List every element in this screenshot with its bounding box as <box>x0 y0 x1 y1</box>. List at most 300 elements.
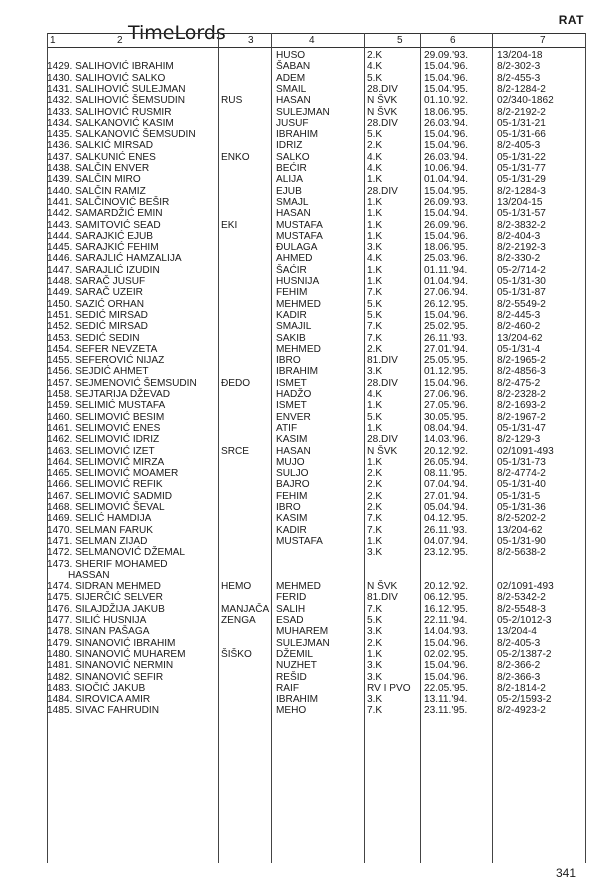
father-name-cell: MUSTAFA <box>276 535 323 547</box>
person-name-cell: 1481. SINANOVIĆ NERMIN <box>47 660 174 672</box>
date-cell: 27.06.'94. <box>424 287 469 299</box>
table-row <box>0 299 610 310</box>
unit-cell: 4.K <box>367 151 383 163</box>
person-name-cell: 1475. SIJERČIĆ SELVER <box>47 592 163 604</box>
unit-cell: 1.K <box>367 196 383 208</box>
father-name-cell: ESAD <box>276 615 304 626</box>
person-name-cell: 1429. SALIHOVIĆ IBRAHIM <box>47 61 174 73</box>
date-cell: 20.12.'92. <box>424 445 469 457</box>
date-cell: 14.03.'96. <box>424 434 469 446</box>
nickname-cell: EKI <box>221 219 238 231</box>
person-name-cell: 1462. SELIMOVIĆ IDRIZ <box>47 434 160 446</box>
reference-number-cell: 05-1/31-73 <box>497 456 546 468</box>
unit-cell: 3.K <box>367 242 383 254</box>
reference-number-cell: 05-2/1012-3 <box>497 615 552 626</box>
table-row <box>0 683 610 694</box>
table-row <box>0 672 610 683</box>
table-row <box>0 502 610 513</box>
watermark-logo: TimeLords <box>128 22 226 44</box>
father-name-cell: ŠAĆIR <box>276 264 307 276</box>
person-name-cell: 1473. SHERIF MOHAMED <box>47 558 168 570</box>
table-row <box>0 660 610 671</box>
person-name-cell: 1437. SALKUNIĆ ENES <box>47 151 156 163</box>
person-name-cell: 1454. SEFER NEVZETA <box>47 343 158 355</box>
date-cell: 26.12.'95. <box>424 298 469 310</box>
table-row <box>0 174 610 185</box>
reference-number-cell: 05-1/31-22 <box>497 151 546 163</box>
unit-cell: 2.K <box>367 502 383 513</box>
table-row <box>0 581 610 592</box>
reference-number-cell: 8/2-5202-2 <box>497 513 546 525</box>
reference-number-cell: 05-1/31-5 <box>497 490 541 502</box>
reference-number-cell: 05-1/31-4 <box>497 343 541 355</box>
reference-number-cell: 13/204-4 <box>497 626 537 638</box>
person-name-cell: 1479. SINANOVIĆ IBRAHIM <box>47 637 176 649</box>
person-name-cell: 1444. SARAJKIĆ EJUB <box>47 230 154 242</box>
unit-cell: 5.K <box>367 309 383 321</box>
reference-number-cell: 8/2-1284-2 <box>497 83 546 95</box>
date-cell: 16.12.'95. <box>424 603 469 615</box>
date-cell: 08.04.'94. <box>424 422 469 434</box>
person-name-cell: 1463. SELIMOVIĆ IZET <box>47 445 155 457</box>
father-name-cell: HASAN <box>276 208 311 220</box>
table-row <box>0 208 610 219</box>
person-name-cell: 1451. SEDIĆ MIRSAD <box>47 309 148 321</box>
date-cell: 15.04.'96. <box>424 309 469 321</box>
date-cell: 15.04.'96. <box>424 140 469 152</box>
father-name-cell: MUSTAFA <box>276 230 323 242</box>
father-name-cell: MUSTAFA <box>276 219 323 231</box>
nickname-cell: RUS <box>221 95 243 107</box>
father-name-cell: HASAN <box>276 445 311 457</box>
father-name-cell: SMAJIL <box>276 321 312 333</box>
father-name-cell: MEHMED <box>276 343 321 355</box>
person-name-cell: 1484. SIROVICA AMIR <box>47 694 151 706</box>
reference-number-cell: 8/2-330-2 <box>497 253 541 265</box>
person-name-cell: 1452. SEDIĆ MIRSAD <box>47 321 148 333</box>
page-number: 341 <box>555 866 576 880</box>
date-cell: 30.05.'95. <box>424 411 469 423</box>
father-name-cell: EJUB <box>276 185 302 197</box>
unit-cell: 4.K <box>367 253 383 265</box>
table-row <box>0 84 610 95</box>
father-name-cell: HUSO <box>276 50 306 61</box>
person-name-cell: 1466. SELIMOVIĆ REFIK <box>47 479 163 491</box>
table-row <box>0 525 610 536</box>
father-name-cell: HADŽO <box>276 389 312 400</box>
unit-cell: 5.K <box>367 298 383 310</box>
table-row <box>0 626 610 637</box>
table-row <box>0 333 610 344</box>
table-row <box>0 129 610 140</box>
person-name-cell: 1436. SALKIĆ MIRSAD <box>47 140 154 152</box>
date-cell: 15.04.'96. <box>424 660 469 672</box>
reference-number-cell: 8/2-2192-2 <box>497 106 546 118</box>
reference-number-cell: 8/2-445-3 <box>497 309 541 321</box>
table-row <box>0 242 610 253</box>
unit-cell: 1.K <box>367 219 383 231</box>
column-header-3: 3 <box>248 35 254 46</box>
reference-number-cell: 8/2-366-2 <box>497 660 541 672</box>
father-name-cell: NUZHET <box>276 660 317 672</box>
date-cell: 04.12.'95. <box>424 513 469 525</box>
table-row <box>0 592 610 603</box>
date-cell: 22.11.'94. <box>424 615 468 626</box>
reference-number-cell: 05-2/1387-2 <box>497 648 552 660</box>
reference-number-cell: 8/2-455-3 <box>497 72 541 84</box>
date-cell: 06.12.'95. <box>424 592 469 604</box>
father-name-cell: IDRIZ <box>276 140 303 152</box>
person-name-cell: 1447. SARAJLIĆ IZUDIN <box>47 264 160 276</box>
page-title: RAT <box>558 13 584 27</box>
person-name-cell: 1480. SINANOVIĆ MUHAREM <box>47 648 186 660</box>
person-name-cell: 1477. SILIĆ HUSNIJA <box>47 615 147 626</box>
date-cell: 13.11.'94. <box>424 694 468 706</box>
unit-cell: 7.K <box>367 321 383 333</box>
date-cell: 15.04.'96. <box>424 129 469 141</box>
unit-cell: 7.K <box>367 332 383 344</box>
reference-number-cell: 8/2-5549-2 <box>497 298 546 310</box>
unit-cell: 7.K <box>367 287 383 299</box>
person-name-cell: 1461. SELIMOVIĆ ENES <box>47 422 161 434</box>
reference-number-cell: 8/2-1967-2 <box>497 411 546 423</box>
date-cell: 15.04.'95. <box>424 185 469 197</box>
person-name-cell: 1435. SALKANOVIĆ ŠEMSUDIN <box>47 129 196 141</box>
date-cell: 08.11.'95. <box>424 468 468 480</box>
unit-cell: 2.K <box>367 343 383 355</box>
date-cell: 25.03.'96. <box>424 253 469 265</box>
date-cell: 01.10.'92. <box>424 95 469 107</box>
person-name-cell: 1474. SIDRAN MEHMED <box>47 581 161 593</box>
unit-cell: 28.DIV <box>367 83 398 95</box>
reference-number-cell: 02/1091-493 <box>497 445 554 457</box>
father-name-cell: IBRAHIM <box>276 366 319 378</box>
person-name-cell: 1458. SEJTARIJA DŽEVAD <box>47 389 171 400</box>
unit-cell: 2.K <box>367 637 383 649</box>
unit-cell: 3.K <box>367 694 383 706</box>
unit-cell: 1.K <box>367 276 383 287</box>
table-row <box>0 479 610 490</box>
date-cell: 26.11.'93. <box>424 524 468 536</box>
unit-cell: 81.DIV <box>367 592 398 604</box>
unit-cell: 28.DIV <box>367 185 398 197</box>
person-name-cell: 1434. SALKANOVIĆ KASIM <box>47 117 174 129</box>
reference-number-cell: 05-1/31-90 <box>497 535 546 547</box>
unit-cell: 1.K <box>367 264 383 276</box>
date-cell: 01.04.'94. <box>424 276 469 287</box>
unit-cell: 7.K <box>367 705 383 717</box>
father-name-cell: REŠID <box>276 671 307 683</box>
date-cell: 27.06.'96. <box>424 389 469 400</box>
father-name-cell: SMAJL <box>276 196 309 208</box>
person-name-cell: 1445. SARAJKIĆ FEHIM <box>47 242 159 254</box>
unit-cell: 28.DIV <box>367 377 398 389</box>
person-name-cell: 1483. SIOČIĆ JAKUB <box>47 682 146 694</box>
father-name-cell: HASAN <box>276 95 311 107</box>
father-name-cell: ŠABAN <box>276 61 311 73</box>
table-row <box>0 321 610 332</box>
unit-cell: 5.K <box>367 615 383 626</box>
table-row <box>0 265 610 276</box>
father-name-cell: IBRO <box>276 355 301 367</box>
unit-cell: 4.K <box>367 163 383 174</box>
date-cell: 15.04.'96. <box>424 61 469 73</box>
unit-cell: 81.DIV <box>367 355 398 367</box>
date-cell: 18.06.'95. <box>424 242 469 254</box>
table-row <box>0 468 610 479</box>
unit-cell: 5.K <box>367 129 383 141</box>
unit-cell: 2.K <box>367 468 383 480</box>
date-cell: 05.04.'94. <box>424 502 469 513</box>
father-name-cell: MUHAREM <box>276 626 329 638</box>
reference-number-cell: 05-1/31-87 <box>497 287 546 299</box>
person-name-cell: 1430. SALIHOVIĆ SALKO <box>47 72 166 84</box>
father-name-cell: FERID <box>276 592 307 604</box>
person-name-cell: 1431. SALIHOVIĆ SULEJMAN <box>47 83 186 95</box>
reference-number-cell: 8/2-1965-2 <box>497 355 546 367</box>
person-name-cell: 1443. SAMITOVIĆ SEAD <box>47 219 161 231</box>
unit-cell: N ŠVK <box>367 95 398 107</box>
date-cell: 15.04.'96. <box>424 230 469 242</box>
nickname-cell: MANJAČA <box>221 603 270 615</box>
unit-cell: RV I PVO <box>367 682 411 694</box>
person-name-cell: 1441. SALČINOVIĆ BEŠIR <box>47 196 170 208</box>
father-name-cell: BAJRO <box>276 479 310 491</box>
person-name-cell: 1446. SARAJLIĆ HAMZALIJA <box>47 253 182 265</box>
reference-number-cell: 05-2/714-2 <box>497 264 546 276</box>
unit-cell: 5.K <box>367 411 383 423</box>
table-row <box>0 536 610 547</box>
father-name-cell: SULEJMAN <box>276 637 330 649</box>
nickname-cell: ŠIŠKO <box>221 648 252 660</box>
reference-number-cell: 05-2/1593-2 <box>497 694 552 706</box>
reference-number-cell: 8/2-1814-2 <box>497 682 546 694</box>
table-row <box>0 310 610 321</box>
reference-number-cell: 05-1/31-57 <box>497 208 546 220</box>
reference-number-cell: 05-1/31-36 <box>497 502 546 513</box>
person-name-cell: 1439. SALČIN MIRO <box>47 174 141 186</box>
reference-number-cell: 8/2-302-3 <box>497 61 541 73</box>
reference-number-cell: 13/204-18 <box>497 50 543 61</box>
unit-cell: 4.K <box>367 389 383 400</box>
reference-number-cell: 8/2-1284-3 <box>497 185 546 197</box>
date-cell: 15.04.'96. <box>424 671 469 683</box>
reference-number-cell: 8/2-1693-2 <box>497 400 546 412</box>
father-name-cell: BEĆIR <box>276 163 307 174</box>
date-cell: 23.12.'95. <box>424 547 469 559</box>
date-cell: 02.02.'95. <box>424 648 469 660</box>
person-name-cell: 1469. SELIĆ HAMDIJA <box>47 513 152 525</box>
reference-number-cell: 8/2-2192-3 <box>497 242 546 254</box>
father-name-cell: MUJO <box>276 456 305 468</box>
reference-number-cell: 8/2-129-3 <box>497 434 541 446</box>
father-name-cell: ISMET <box>276 400 307 412</box>
table-row <box>0 107 610 118</box>
person-name-cell: 1450. SAZIĆ ORHAN <box>47 298 145 310</box>
column-header-5: 5 <box>397 35 403 46</box>
unit-cell: 1.K <box>367 174 383 186</box>
table-row <box>0 389 610 400</box>
reference-number-cell: 13/204-15 <box>497 196 543 208</box>
father-name-cell: AHMED <box>276 253 313 265</box>
date-cell: 27.01.'94. <box>424 343 469 355</box>
reference-number-cell: 8/2-5548-3 <box>497 603 546 615</box>
table-row <box>0 400 610 411</box>
table-row <box>0 197 610 208</box>
unit-cell: 5.K <box>367 72 383 84</box>
father-name-cell: JUSUF <box>276 117 309 129</box>
table-row <box>0 559 610 570</box>
father-name-cell: MEHO <box>276 705 307 717</box>
table-row <box>0 412 610 423</box>
table-row <box>0 423 610 434</box>
table-row <box>0 378 610 389</box>
father-name-cell: ALIJA <box>276 174 303 186</box>
reference-number-cell: 8/2-460-2 <box>497 321 541 333</box>
person-name-cell: 1457. SEJMENOVIĆ ŠEMSUDIN <box>47 377 197 389</box>
date-cell: 15.04.'96. <box>424 377 469 389</box>
father-name-cell: ĐULAGA <box>276 242 318 254</box>
nickname-cell: ZENGA <box>221 615 256 626</box>
unit-cell: 7.K <box>367 524 383 536</box>
table-row <box>0 186 610 197</box>
column-header-7: 7 <box>540 35 546 46</box>
reference-number-cell: 8/2-475-2 <box>497 377 541 389</box>
reference-number-cell: 05-1/31-77 <box>497 163 546 174</box>
date-cell: 10.06.'94. <box>424 163 469 174</box>
table-row <box>0 638 610 649</box>
person-name-cell: 1465. SELIMOVIĆ MOAMER <box>47 468 179 480</box>
table-row <box>0 355 610 366</box>
table-row <box>0 95 610 106</box>
father-name-cell: SAKIB <box>276 332 306 344</box>
column-header-6: 6 <box>450 35 456 46</box>
table-row <box>0 231 610 242</box>
unit-cell: 2.K <box>367 50 383 61</box>
father-name-cell: RAIF <box>276 682 299 694</box>
reference-number-cell: 8/2-405-3 <box>497 140 541 152</box>
person-name-cell: 1472. SELMANOVIĆ DŽEMAL <box>47 547 185 559</box>
date-cell: 29.09.'93. <box>424 50 469 61</box>
unit-cell: 1.K <box>367 230 383 242</box>
date-cell: 26.09.'93. <box>424 196 469 208</box>
person-name-cell: 1433. SALIHOVIĆ RUSMIR <box>47 106 172 118</box>
date-cell: 26.03.'94. <box>424 117 469 129</box>
person-name-cell: 1467. SELIMOVIĆ SADMID <box>47 490 173 502</box>
unit-cell: 3.K <box>367 671 383 683</box>
unit-cell: 2.K <box>367 140 383 152</box>
date-cell: 01.04.'94. <box>424 174 469 186</box>
table-row <box>0 287 610 298</box>
date-cell: 14.04.'93. <box>424 626 469 638</box>
table-row <box>0 570 610 581</box>
person-name-cell: 1485. SIVAC FAHRUDIN <box>47 705 160 717</box>
person-name-cell: 1476. SILAJDŽIJA JAKUB <box>47 603 165 615</box>
unit-cell: 2.K <box>367 490 383 502</box>
unit-cell: 1.K <box>367 422 383 434</box>
table-row <box>0 694 610 705</box>
table-row <box>0 140 610 151</box>
table-row <box>0 457 610 468</box>
unit-cell: 2.K <box>367 479 383 491</box>
reference-number-cell: 8/2-366-3 <box>497 671 541 683</box>
date-cell: 15.04.'96. <box>424 72 469 84</box>
nickname-cell: ĐEDO <box>221 377 251 389</box>
unit-cell: 1.K <box>367 648 383 660</box>
father-name-cell: SALIH <box>276 603 306 615</box>
table-header <box>47 33 586 48</box>
reference-number-cell: 13/204-62 <box>497 332 543 344</box>
reference-number-cell: 8/2-405-3 <box>497 637 541 649</box>
unit-cell: 7.K <box>367 513 383 525</box>
date-cell: 01.11.'94. <box>424 264 468 276</box>
unit-cell: N ŠVK <box>367 106 398 118</box>
father-name-cell: IBRAHIM <box>276 129 319 141</box>
nickname-cell: ENKO <box>221 151 250 163</box>
person-name-cell: 1453. SEDIĆ SEDIN <box>47 332 140 344</box>
father-name-cell: KASIM <box>276 513 308 525</box>
reference-number-cell: 05-1/31-47 <box>497 422 546 434</box>
table-row <box>0 220 610 231</box>
person-name-cell: 1470. SELMAN FARUK <box>47 524 154 536</box>
date-cell: 15.04.'94. <box>424 208 469 220</box>
reference-number-cell: 8/2-3832-2 <box>497 219 546 231</box>
person-name-cell: 1456. SEJDIĆ AHMET <box>47 366 149 378</box>
unit-cell: 3.K <box>367 547 383 559</box>
reference-number-cell: 13/204-62 <box>497 524 543 536</box>
unit-cell: 3.K <box>367 660 383 672</box>
reference-number-cell: 8/2-5342-2 <box>497 592 546 604</box>
date-cell: 26.03.'94. <box>424 151 469 163</box>
table-row <box>0 604 610 615</box>
date-cell: 26.11.'93. <box>424 332 468 344</box>
table-row <box>0 366 610 377</box>
date-cell: 20.12.'92. <box>424 581 469 593</box>
table-row <box>0 163 610 174</box>
father-name-cell: SULJO <box>276 468 309 480</box>
unit-cell: N ŠVK <box>367 445 398 457</box>
person-name-cell: 1464. SELIMOVIĆ MIRZA <box>47 456 165 468</box>
table-row <box>0 491 610 502</box>
unit-cell: 7.K <box>367 603 383 615</box>
reference-number-cell: 8/2-4774-2 <box>497 468 546 480</box>
date-cell: 23.11.'95. <box>424 705 468 717</box>
nickname-cell: HEMO <box>221 581 252 593</box>
unit-cell: 1.K <box>367 400 383 412</box>
unit-cell: 1.K <box>367 208 383 220</box>
person-name-cell: 1432. SALIHOVIĆ ŠEMSUDIN <box>47 95 185 107</box>
father-name-cell: ENVER <box>276 411 311 423</box>
table-row <box>0 434 610 445</box>
reference-number-cell: 05-1/31-30 <box>497 276 546 287</box>
unit-cell: 1.K <box>367 535 383 547</box>
table-row <box>0 649 610 660</box>
table-row <box>0 50 610 61</box>
unit-cell: 4.K <box>367 61 383 73</box>
date-cell: 27.05.'96. <box>424 400 469 412</box>
table-row <box>0 61 610 72</box>
date-cell: 07.04.'94. <box>424 479 469 491</box>
column-header-1: 1 <box>50 35 56 46</box>
table-row <box>0 513 610 524</box>
date-cell: 01.12.'95. <box>424 366 469 378</box>
person-name-cell: 1440. SALČIN RAMIZ <box>47 185 146 197</box>
column-header-2: 2 <box>117 35 123 46</box>
reference-number-cell: 8/2-2328-2 <box>497 389 546 400</box>
table-row <box>0 73 610 84</box>
unit-cell: 3.K <box>367 626 383 638</box>
date-cell: 25.02.'95. <box>424 321 469 333</box>
